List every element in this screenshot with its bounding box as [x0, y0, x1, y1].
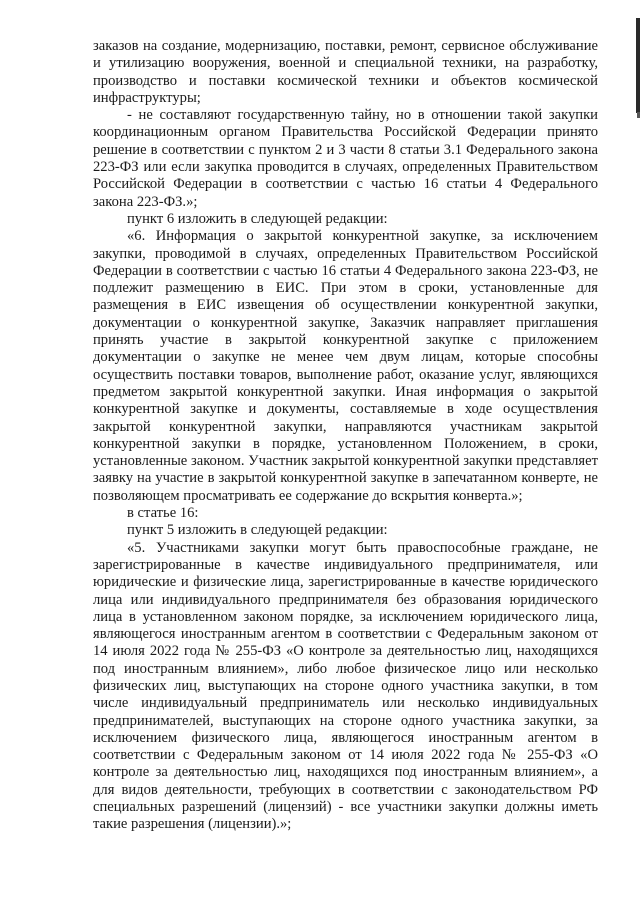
document-body — [93, 38, 598, 834]
paragraph-amend-point-5: пункт 5 изложить в следующей редакции: — [127, 522, 388, 539]
paragraph-amend-point-6: пункт 6 изложить в следующей редакции: — [127, 210, 388, 227]
scan-edge-mark — [636, 18, 640, 113]
paragraph-state-secret-exception: - не составляют государственную тайну, но в отношении такой закупки координационным органом Правительства Российской Федерации принято решение в соответствии с пунктом 2 и 3 части 8 статьи 3.1 Федерального закона 223-ФЗ или если закупка проводится в случаях, определенных Правительством Российской Федерации в соответствии с частью 16 статьи 4 Федерального закона 223-ФЗ.»; — [93, 107, 598, 210]
paragraph-procurement-participants: «5. Участниками закупки могут быть правоспособные граждане, не зарегистрированные в качестве индивидуального предпринимателя, или юридические и физические лица, зарегистрированные в качестве юридического лица или индивидуального предпринимателя без образования юридического лица в установленном законом порядке, за исключением юридического лица, являющегося иностранным агентом в соответствии с Федеральным законом от 14 июля 2022 года № 255-ФЗ «О контроле за деятельностью лиц, находящихся под иностранным влиянием», либо любое физическое лицо или несколько физических лиц, выступающих на стороне одного участника закупки, в том числе индивидуальный предприниматель или несколько индивидуальных предпринимателей, выступающих на стороне одного участника закупки, за исключением физического лица, являющегося иностранным агентом в соответствии с Федеральным законом от 14 июля 2022 года № 255-ФЗ «О контроле за деятельностью лиц, находящихся под иностранным влиянием», а для видов деятельности, требующих в соответствии с законодательством РФ специальных разрешений (лицензий) - все участники закупки должны иметь такие разрешения (лицензии).»; — [93, 539, 598, 833]
paragraph-procurement-scope: заказов на создание, модернизацию, поставки, ремонт, сервисное обслуживание и утилизацию вооружения, военной и специальной техники, на разработку, производство и поставки космической техники и объектов космической инфраструктуры; — [93, 38, 598, 106]
paragraph-article-16: в статье 16: — [127, 505, 199, 522]
paragraph-closed-procurement-info: «6. Информация о закрытой конкурентной закупке, за исключением закупки, проводимой в случаях, определенных Правительством Российской Федерации в соответствии с частью 16 статьи 4 Федерального закона 223-ФЗ, не подлежит размещению в ЕИС. При этом в сроки, установленные для размещения в ЕИС извещения об осуществлении конкурентной закупки, документации о конкурентной закупке, Заказчик направляет приглашения принять участие в закрытой конкурентной закупке с приложением документации о закупке не менее чем двум лицам, которые способны осуществить поставки товаров, выполнение работ, оказание услуг, являющихся предметом закрытой конкурентной закупки. Иная информация о закрытой конкурентной закупке и документы, составляемые в ходе осуществления закрытой конкурентной закупки, направляются участникам закрытой конкурентной закупки в порядке, установленном Положением, в сроки, установленные законом. Участник закрытой конкурентной закупки представляет заявку на участие в закрытой конкурентной закупке в запечатанном конверте, не позволяющем просматривать ее содержание до вскрытия конверта.»; — [93, 228, 598, 504]
